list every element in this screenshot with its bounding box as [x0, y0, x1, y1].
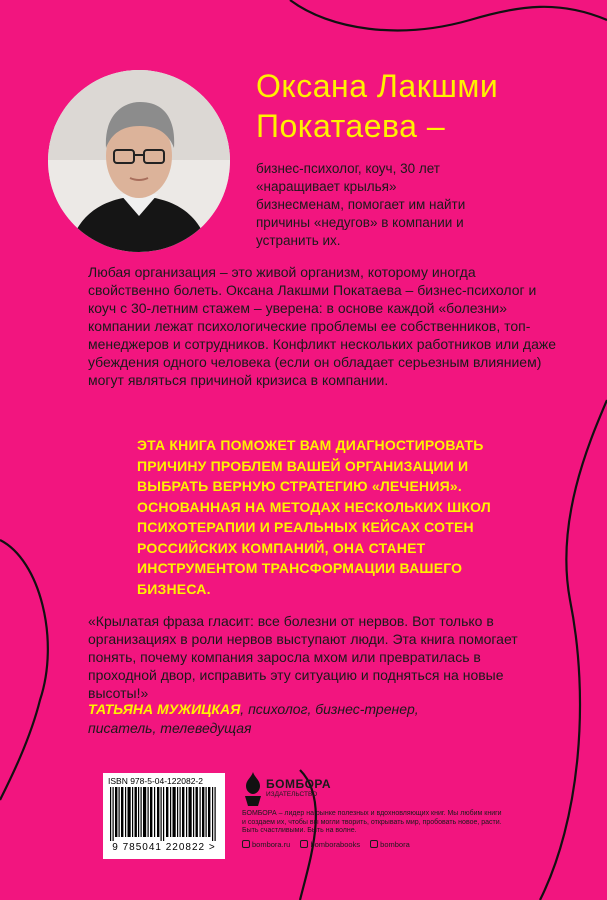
- social-vk: [300, 840, 360, 849]
- social-website-label: bombora.ru: [252, 840, 291, 849]
- publisher-name: БОМБОРА: [266, 777, 332, 791]
- bombora-logo-icon: [242, 770, 264, 808]
- intro-paragraph: Любая организация – это живой организм, которому иногда свойственно болеть. Оксана Лакшми Покатаева – бизнес-психолог и коуч с 30-летним стажем – уверена: в основе каждой «болезни» компании лежат психологические проблемы ее собственников, топ-менеджеров и сотрудников. Конфликт нескольких работников или даже убеждения одного человека (если он обладает серьезным влиянием) могут являться причиной кризиса в компании.: [88, 264, 557, 388]
- author-name: [256, 66, 586, 146]
- promo-paragraph: ЭТА КНИГА ПОМОЖЕТ ВАМ ДИАГНОСТИРОВАТЬ ПРИЧИНУ ПРОБЛЕМ ВАШЕЙ ОРГАНИЗАЦИИ И ВЫБРАТЬ ВЕРНУЮ СТРАТЕГИЮ «ЛЕЧЕНИЯ». ОСНОВАННАЯ НА МЕТОДАХ НЕСКОЛЬКИХ ШКОЛ ПСИХОТЕРАПИИ И РЕАЛЬНЫХ КЕЙСАХ СОТЕН РОССИЙСКИХ КОМПАНИЙ, ОНА СТАНЕТ ИНСТРУМЕНТОМ ТРАНСФОРМАЦИИ ВАШЕГО БИЗНЕСА.: [137, 437, 491, 597]
- social-website: [242, 840, 290, 849]
- barcode-bars: [108, 787, 220, 841]
- publisher-description: БОМБОРА – лидер на рынке полезных и вдохновляющих книг. Мы любим книги и создаем их, чтобы вы могли творить, открывать мир, пробовать новое, расти. Быть счастливыми. Быть на волне.: [242, 810, 502, 834]
- globe-icon: [242, 840, 250, 848]
- author-description: бизнес-психолог, коуч, 30 лет «наращивает крылья» бизнесменам, помогает им найти причины «недугов» в компании и устранить их.: [256, 161, 466, 248]
- review-author-name: ТАТЬЯНА МУЖИЦКАЯ: [88, 701, 241, 717]
- barcode: [103, 773, 225, 859]
- author-name-line1: Оксана Лакшми: [256, 68, 499, 104]
- review-author: [88, 700, 448, 738]
- barcode-digits: 9 785041 220822 >: [112, 842, 216, 853]
- vk-icon: [300, 840, 308, 848]
- social-telegram: [370, 840, 410, 849]
- author-photo: [48, 70, 230, 252]
- isbn-label: ISBN 978-5-04-122082-2: [108, 776, 203, 786]
- publisher-socials: [242, 840, 507, 849]
- social-vk-label: bomborabooks: [310, 840, 361, 849]
- publisher-subtitle: ИЗДАТЕЛЬСТВО: [266, 791, 318, 798]
- review-quote: «Крылатая фраза гласит: все болезни от нервов. Вот только в организациях в роли нервов выступают люди. Эта книга помогает понять, почему компания заросла мхом или превратилась в проходной двор, исправить эту ситуацию и подняться на новые высоты!»: [88, 613, 518, 701]
- author-name-line2: Покатаева –: [256, 108, 446, 144]
- telegram-icon: [370, 840, 378, 848]
- social-telegram-label: bombora: [380, 840, 410, 849]
- review-author-title: , психолог, бизнес-тренер, писатель, телеведущая: [88, 701, 419, 736]
